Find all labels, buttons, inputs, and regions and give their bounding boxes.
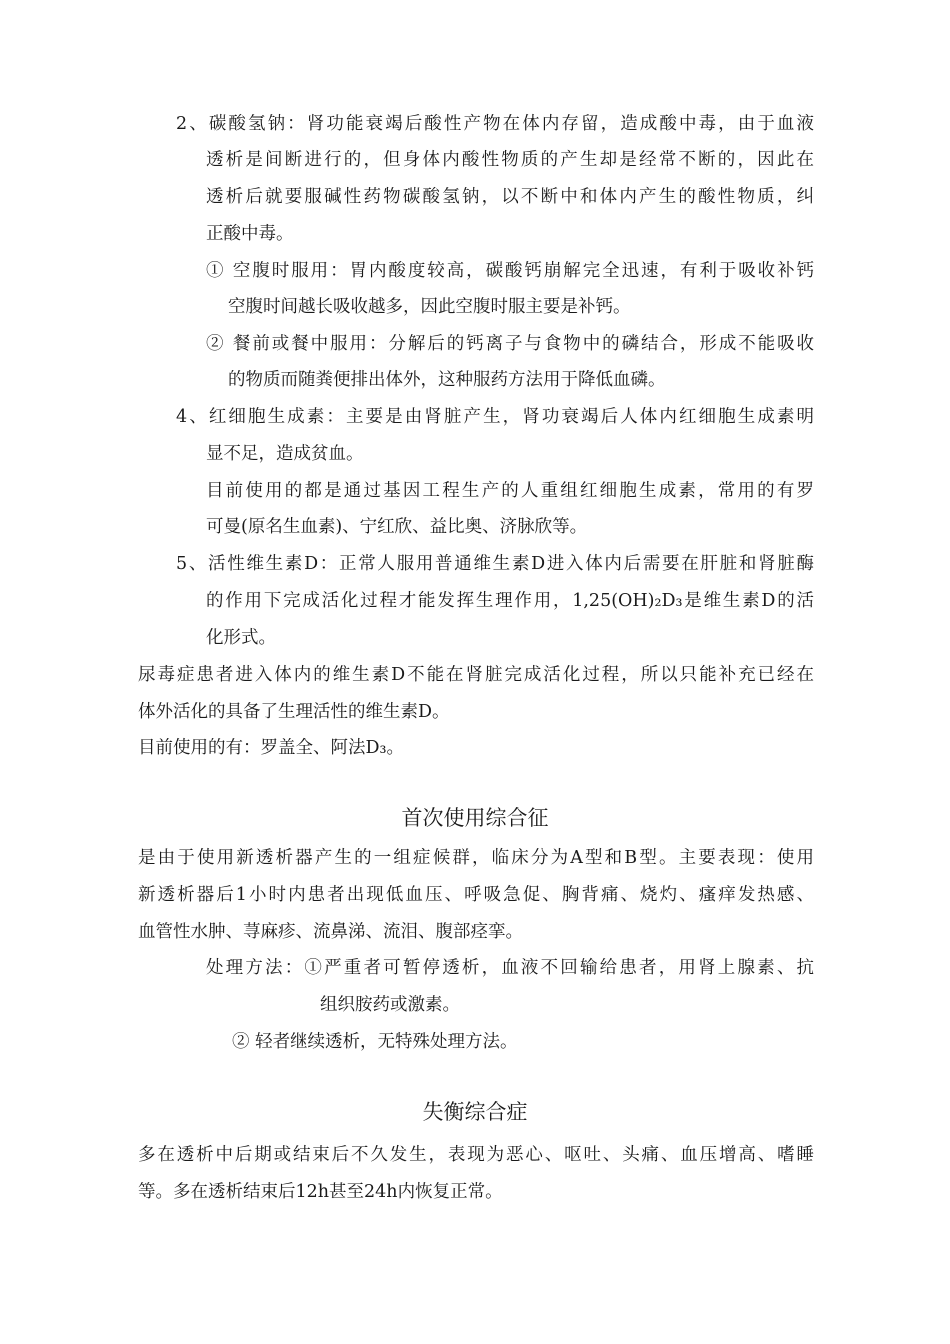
item2-line-2: 透析是间断进行的，但身体内酸性物质的产生却是经常不断的，因此在	[206, 150, 814, 170]
uremia-line-1: 尿毒症患者进入体内的维生素D不能在肾脏完成活化过程，所以只能补充已经在	[138, 665, 814, 685]
item2-sub2-line-1: ② 餐前或餐中服用：分解后的钙离子与食物中的磷结合，形成不能吸收	[206, 334, 814, 354]
disequilibrium-title: 失衡综合症	[422, 1100, 528, 1124]
first-use-line-3: 血管性水肿、荨麻疹、流鼻涕、流泪、腹部痉挛。	[138, 922, 523, 942]
uremia-line-3: 目前使用的有：罗盖全、阿法D₃。	[138, 738, 405, 758]
item5-line-2: 的作用下完成活化过程才能发挥生理作用，1,25(OH)₂D₃是维生素D的活	[206, 591, 814, 611]
item4-line-3: 目前使用的都是通过基因工程生产的人重组红细胞生成素，常用的有罗	[206, 481, 814, 501]
first-use-title: 首次使用综合征	[401, 806, 549, 830]
item2-line-4: 正酸中毒。	[206, 224, 294, 244]
item5-line-3: 化形式。	[206, 628, 276, 648]
item4-line-2: 显不足，造成贫血。	[206, 444, 364, 464]
treatment-line-3: ② 轻者继续透析，无特殊处理方法。	[232, 1032, 518, 1052]
uremia-line-2: 体外活化的具备了生理活性的维生素D。	[138, 702, 450, 722]
first-use-line-1: 是由于使用新透析器产生的一组症候群，临床分为A型和B型。主要表现：使用	[138, 848, 814, 868]
item4-line-1: 4、红细胞生成素：主要是由肾脏产生，肾功衰竭后人体内红细胞生成素明	[176, 407, 814, 427]
disequilibrium-line-1: 多在透析中后期或结束后不久发生，表现为恶心、呕吐、头痛、血压增高、嗜睡	[138, 1145, 814, 1165]
item2-sub1-line-2: 空腹时间越长吸收越多，因此空腹时服主要是补钙。	[228, 297, 631, 317]
item2-line-1: 2、碳酸氢钠：肾功能衰竭后酸性产物在体内存留，造成酸中毒，由于血液	[176, 114, 814, 134]
item2-sub2-line-2: 的物质而随粪便排出体外，这种服药方法用于降低血磷。	[228, 370, 666, 390]
first-use-line-2: 新透析器后1小时内患者出现低血压、呼吸急促、胸背痛、烧灼、瘙痒发热感、	[138, 885, 814, 905]
treatment-line-2: 组织胺药或激素。	[320, 995, 460, 1015]
item4-line-4: 可曼(原名生血素)、宁红欣、益比奥、济脉欣等。	[206, 517, 588, 537]
item5-line-1: 5、活性维生素D：正常人服用普通维生素D进入体内后需要在肝脏和肾脏酶	[176, 554, 814, 574]
item2-sub1-line-1: ① 空腹时服用：胃内酸度较高，碳酸钙崩解完全迅速，有利于吸收补钙	[206, 261, 814, 281]
treatment-line-1: 处理方法：①严重者可暂停透析，血液不回输给患者，用肾上腺素、抗	[206, 958, 814, 978]
disequilibrium-line-2: 等。多在透析结束后12h甚至24h内恢复正常。	[138, 1182, 503, 1202]
item2-line-3: 透析后就要服碱性药物碳酸氢钠，以不断中和体内产生的酸性物质，纠	[206, 187, 814, 207]
